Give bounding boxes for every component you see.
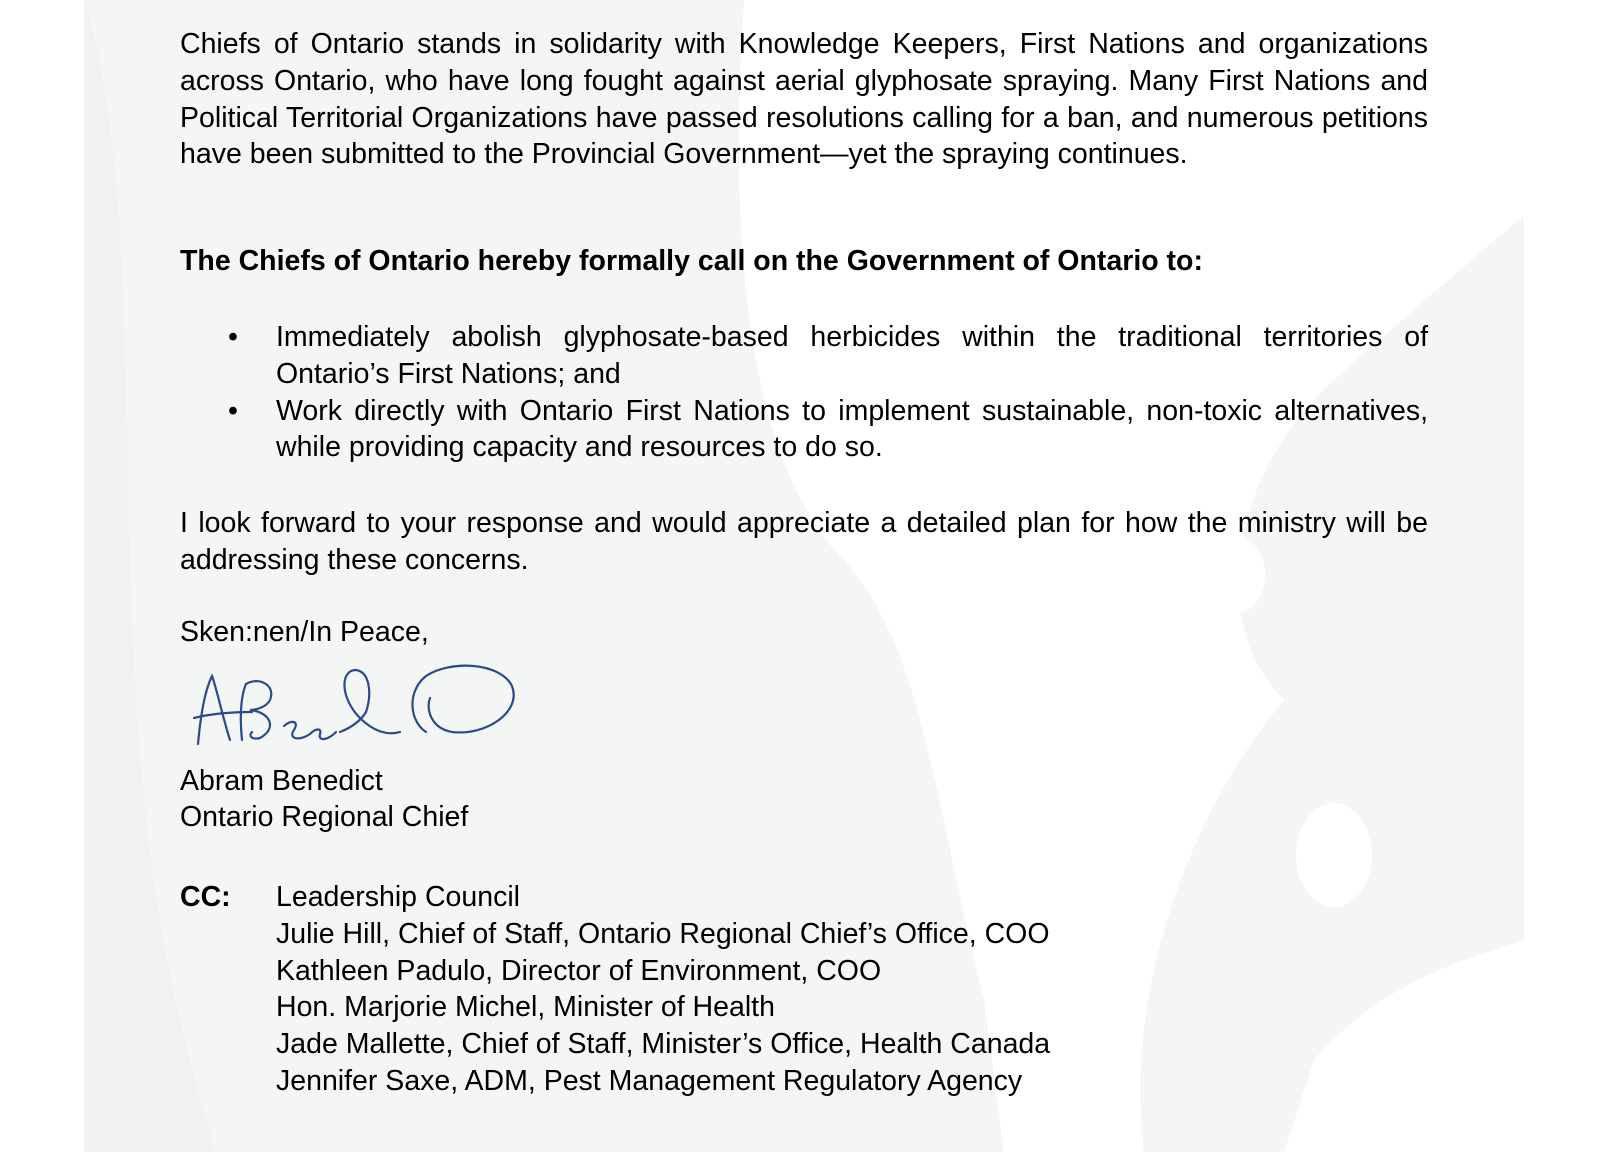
- cc-recipient: Leadership Council: [276, 881, 520, 913]
- response-paragraph: I look forward to your response and would appreciate a detailed plan for how the ministry will be addressing these concerns.: [180, 507, 1428, 576]
- solidarity-paragraph: Chiefs of Ontario stands in solidarity with Knowledge Keepers, First Nations and organizations across Ontario, who have long fought against aerial glyphosate spraying. Many First Nations and Political Territorial Organizations have passed resolutions calling for a ban, and numerous petitions have been submitted to the Provincial Government—yet the spraying continues.: [180, 28, 1428, 171]
- list-item: [180, 393, 1428, 467]
- demands-list: [180, 319, 1428, 466]
- demand-text: Immediately abolish glyphosate-based herbicides within the traditional territories of Ontario’s First Nations; and: [276, 321, 1428, 390]
- cc-recipient: Jade Mallette, Chief of Staff, Minister’s Office, Health Canada: [276, 1028, 1051, 1060]
- bullet-icon: •: [228, 321, 238, 353]
- cc-recipient: Julie Hill, Chief of Staff, Ontario Regional Chief’s Office, COO: [276, 917, 1050, 950]
- call-heading: The Chiefs of Ontario hereby formally call on the Government of Ontario to:: [180, 245, 1203, 277]
- handwritten-signature: [190, 662, 590, 752]
- cc-recipients: [276, 879, 1050, 1100]
- cc-label: CC:: [180, 881, 231, 913]
- cc-recipient: Hon. Marjorie Michel, Minister of Health: [276, 991, 775, 1024]
- signer-title: Ontario Regional Chief: [180, 801, 469, 833]
- cc-recipient: Jennifer Saxe, ADM, Pest Management Regulatory Agency: [276, 1064, 1023, 1097]
- closing: Sken:nen/In Peace,: [180, 616, 429, 648]
- bullet-icon: •: [228, 394, 238, 427]
- demand-text: Work directly with Ontario First Nations to implement sustainable, non-toxic alternatives, while providing capacity and resources to do so.: [276, 394, 1428, 464]
- list-item: [180, 319, 1428, 393]
- signer-name: Abram Benedict: [180, 765, 383, 797]
- cc-recipient: Kathleen Padulo, Director of Environment, COO: [276, 954, 882, 987]
